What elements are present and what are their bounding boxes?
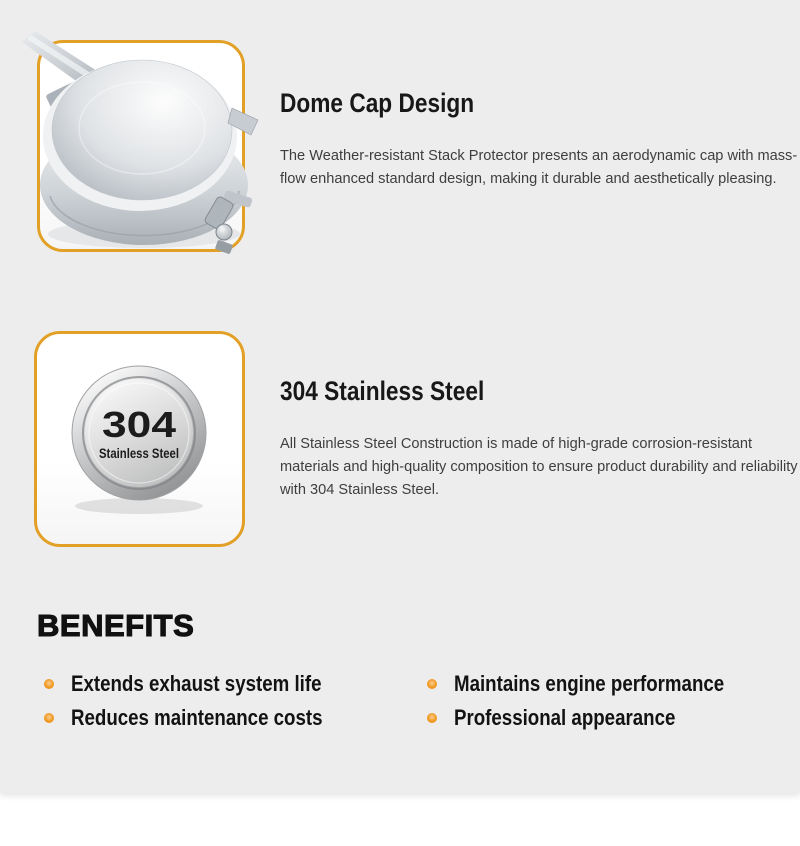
stainless-steel-badge: [64, 358, 214, 518]
bullet-icon: [427, 713, 437, 723]
bullet-icon: [427, 679, 437, 689]
bullet-icon: [44, 713, 54, 723]
benefit-item: [421, 670, 783, 698]
feature-title: [280, 88, 800, 118]
dome-cap-photo: [20, 28, 270, 266]
benefit-item: [421, 704, 783, 732]
badge-label: Stainless Steel: [99, 445, 179, 461]
feature-dome-cap: [280, 88, 800, 191]
feature-title-text: Dome Cap Design: [280, 88, 475, 118]
benefits-list: [38, 670, 783, 732]
feature-title: [280, 376, 800, 406]
feature-description: The Weather-resistant Stack Protector presents an aerodynamic cap with mass-flow enhanced standard design, making it durable and aesthetically pleasing.: [280, 148, 798, 187]
benefit-label: Reduces maintenance costs: [71, 705, 323, 730]
benefits-left-column: [38, 670, 421, 732]
benefit-item: [38, 704, 421, 732]
feature-title-text: 304 Stainless Steel: [280, 376, 485, 406]
benefits-heading-text: BENEFITS: [37, 608, 195, 643]
benefit-label: Extends exhaust system life: [71, 671, 322, 696]
benefit-item: [38, 670, 421, 698]
feature-description: All Stainless Steel Construction is made of high-grade corrosion-resistant materials and high-quality composition to ensure product durability and reliability with 304 Stainless Steel.: [280, 436, 798, 498]
benefits-heading: [37, 606, 194, 646]
bullet-icon: [44, 679, 54, 689]
badge-number: 304: [102, 404, 176, 445]
benefit-label: Professional appearance: [454, 705, 676, 730]
benefits-right-column: [421, 670, 783, 732]
feature-stainless-steel: [280, 376, 800, 502]
benefit-label: Maintains engine performance: [454, 671, 725, 696]
